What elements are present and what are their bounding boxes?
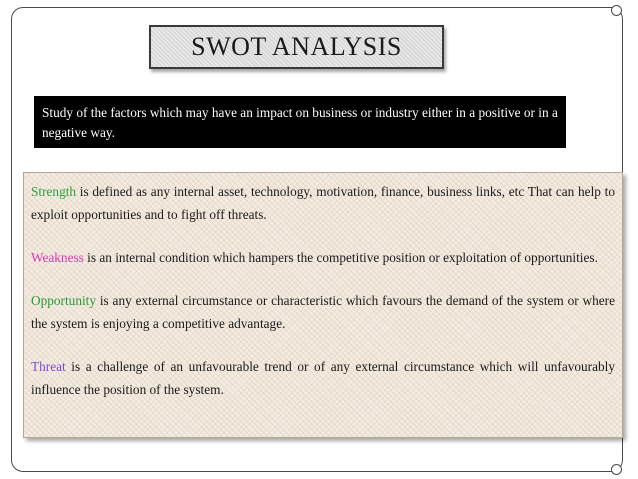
definitions-box [23, 172, 623, 438]
page-title: SWOT ANALYSIS [191, 32, 402, 61]
intro-box [34, 96, 566, 148]
weakness-term: Weakness [31, 250, 84, 265]
threat-paragraph [31, 355, 615, 401]
strength-paragraph [31, 180, 615, 226]
frame-tab-circle-top [611, 5, 622, 16]
opportunity-term: Opportunity [31, 293, 97, 308]
opportunity-definition: is any external circumstance or characteristic which favours the demand of the system or where the system is enjoying a competitive advantage. [31, 293, 615, 331]
strength-definition: is defined as any internal asset, technology, motivation, finance, business links, etc That can help to exploit opportunities and to fight off threats. [31, 184, 615, 222]
weakness-paragraph [31, 246, 615, 269]
threat-definition: is a challenge of an unfavourable trend or of any external circumstance which will unfavourably influence the position of the system. [31, 359, 615, 397]
title-box [149, 25, 444, 69]
strength-term: Strength [31, 184, 77, 199]
frame-tab-circle-bottom [611, 464, 622, 475]
opportunity-paragraph [31, 289, 615, 335]
weakness-definition: is an internal condition which hampers the competitive position or exploitation of opportunities. [83, 250, 598, 265]
intro-text: Study of the factors which may have an impact on business or industry either in a positive or in a negative way. [42, 105, 558, 140]
threat-term: Threat [31, 359, 66, 374]
